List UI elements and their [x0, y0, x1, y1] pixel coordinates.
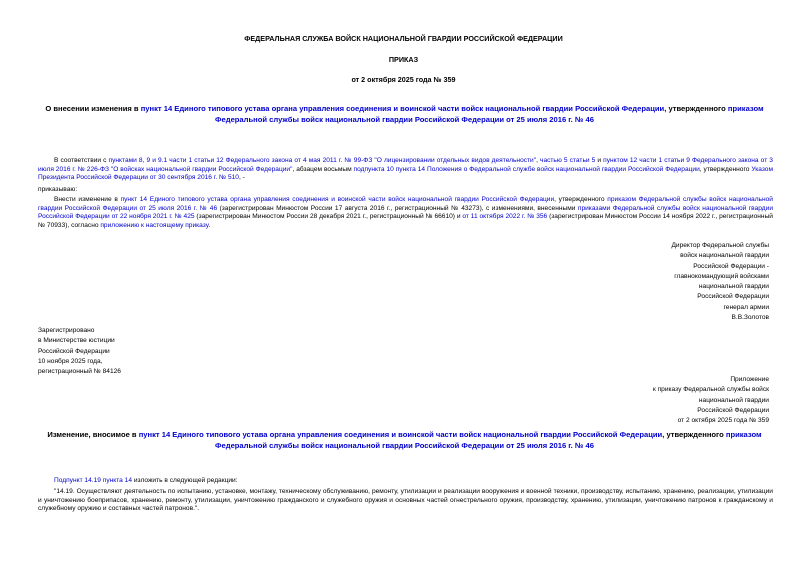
change-title [36, 429, 773, 451]
registration-line: в Министерстве юстиции [38, 337, 115, 345]
appendix-label: Приложение [730, 376, 769, 383]
appendix-line: национальной гвардии [698, 396, 769, 404]
title-prefix: О внесении изменения в [45, 104, 141, 113]
order-link-order-356[interactable]: от 11 октября 2022 г. № 356 [462, 213, 548, 221]
document-title [36, 103, 773, 125]
legal-basis-paragraph [38, 157, 773, 183]
order-text-6: . [208, 222, 211, 230]
order-link-order-46[interactable]: приказом Федеральной службы войск национальной гвардии Российской Федерации от 25 июля 2016 г. № 46 [38, 196, 773, 212]
change-body: "14.19. Осуществляют деятельность по испытанию, установке, монтажу, техническому обслуживанию, ремонту, утилизации и реализации вооружения и военной техники, производству, испытанию, хранению, реализации, утилизации и уничтожению боеприпасов, хранению, ремонту, утилизации, уничтожению гражданского и служебного оружия и основных частей огнестрельного оружия, производству, хранению, утилизации, уничтожению патронов к гражданскому и служебному оружию и составных частей патронов.". [38, 488, 773, 513]
basis-text-5: , утвержденного [699, 165, 752, 173]
basis-text-3: и [595, 157, 604, 164]
basis-link-decree-510[interactable]: Указом Президента Российской Федерации от 30 сентября 2016 г. № 510 [38, 165, 773, 182]
signature-line: генерал армии [723, 303, 769, 311]
order-link-order-425[interactable]: приказами Федеральной службы войск национальной гвардии Российской Федерации от 22 ноября 2021 г. № 425 [38, 204, 774, 221]
signature-block [671, 241, 769, 323]
order-text-1: Внести изменение в [54, 196, 121, 203]
registration-line: Российской Федерации [38, 347, 110, 355]
change-intro-text: изложить в следующей редакции: [132, 477, 238, 484]
change-title-middle: , утвержденного [662, 430, 726, 439]
basis-link-regulation[interactable]: подпункта 10 пункта 14 Положения о Федеральной службе войск национальной гвардии Российской Федерации [353, 165, 700, 173]
document-date-number: от 2 октября 2025 года № 359 [351, 75, 456, 84]
appendix-header [653, 375, 769, 426]
order-text-5: (зарегистрирован Минюстом России 14 ноября 2022 г., регистрационный № 70933), согласно [38, 213, 773, 230]
appendix-line: от 2 октября 2025 года № 359 [677, 417, 769, 425]
title-link-charter-item[interactable]: пункт 14 Единого типового устава органа управления соединения и воинской части войск национальной гвардии Российской Федерации [140, 104, 665, 113]
basis-link-law-99[interactable]: пунктами 8, 9 и 9.1 части 1 статьи 12 Федерального закона от 4 мая 2011 г. № 99-ФЗ "О лицензировании отдельных видов деятельности" [108, 157, 537, 164]
order-paragraph [38, 196, 773, 231]
order-text-4: (зарегистрирован Минюстом России 28 декабря 2021 г., регистрационный № 66610) и [194, 213, 463, 221]
registration-line: 10 ноября 2025 года, [38, 357, 103, 365]
basis-text-2: , [536, 157, 541, 164]
appendix-line: Российской Федерации [697, 406, 769, 414]
change-intro [38, 477, 773, 486]
signature-line: национальной гвардии [698, 283, 769, 291]
change-title-link-charter-item[interactable]: пункт 14 Единого типового устава органа управления соединения и воинской части войск национальной гвардии Российской Федерации [138, 430, 663, 439]
basis-link-part-5-art-5[interactable]: частью 5 статьи 5 [540, 157, 596, 164]
basis-text-6: , - [238, 174, 245, 182]
signatory-name: В.В.Золотов [731, 313, 769, 321]
document-type: ПРИКАЗ [388, 55, 419, 64]
registration-line: регистрационный № 84126 [38, 368, 121, 376]
order-word: приказываю: [38, 186, 78, 193]
issuing-organization: ФЕДЕРАЛЬНАЯ СЛУЖБА ВОЙСК НАЦИОНАЛЬНОЙ ГВАРДИИ РОССИЙСКОЙ ФЕДЕРАЦИИ [244, 34, 563, 43]
signature-line: войск национальной гвардии [680, 252, 769, 260]
appendix-line: к приказу Федеральной службы войск [652, 386, 769, 394]
signature-line: Директор Федеральной службы [671, 242, 769, 249]
signature-line: главнокомандующий войсками [674, 272, 769, 280]
order-text-3: (зарегистрирован Минюстом России 17 августа 2016 г., регистрационный № 43273), с изменениями, внесенными [217, 204, 578, 212]
order-text-2: , утвержденного [554, 196, 608, 203]
order-link-appendix[interactable]: приложению к настоящему приказу [100, 222, 209, 230]
title-link-order-46[interactable]: приказом Федеральной службы войск национальной гвардии Российской Федерации от 25 июля 2016 г. № 46 [215, 104, 764, 124]
basis-text-1: В соответствии с [54, 157, 109, 164]
change-link-subitem-14-19[interactable]: Подпункт 14.19 пункта 14 [54, 477, 133, 484]
signature-line: Российской Федерации - [693, 262, 769, 270]
signature-line: Российской Федерации [697, 293, 769, 301]
order-link-charter-item[interactable]: пункт 14 Единого типового устава органа управления соединения и воинской части войск национальной гвардии Российской Федерации [120, 196, 555, 203]
change-title-prefix: Изменение, вносимое в [47, 430, 139, 439]
registration-line: Зарегистрировано [38, 327, 95, 334]
registration-block [38, 326, 121, 377]
change-title-link-order-46[interactable]: приказом Федеральной службы войск национальной гвардии Российской Федерации от 25 июля 2016 г. № 46 [215, 430, 762, 450]
basis-text-4: , абзацем восьмым [292, 165, 354, 173]
title-middle: , утвержденного [664, 104, 728, 113]
basis-link-law-226[interactable]: пунктом 12 части 1 статьи 9 Федерального закона от 3 июля 2016 г. № 226-ФЗ "О войсках национальной гвардии Российской Федерации" [38, 157, 773, 173]
